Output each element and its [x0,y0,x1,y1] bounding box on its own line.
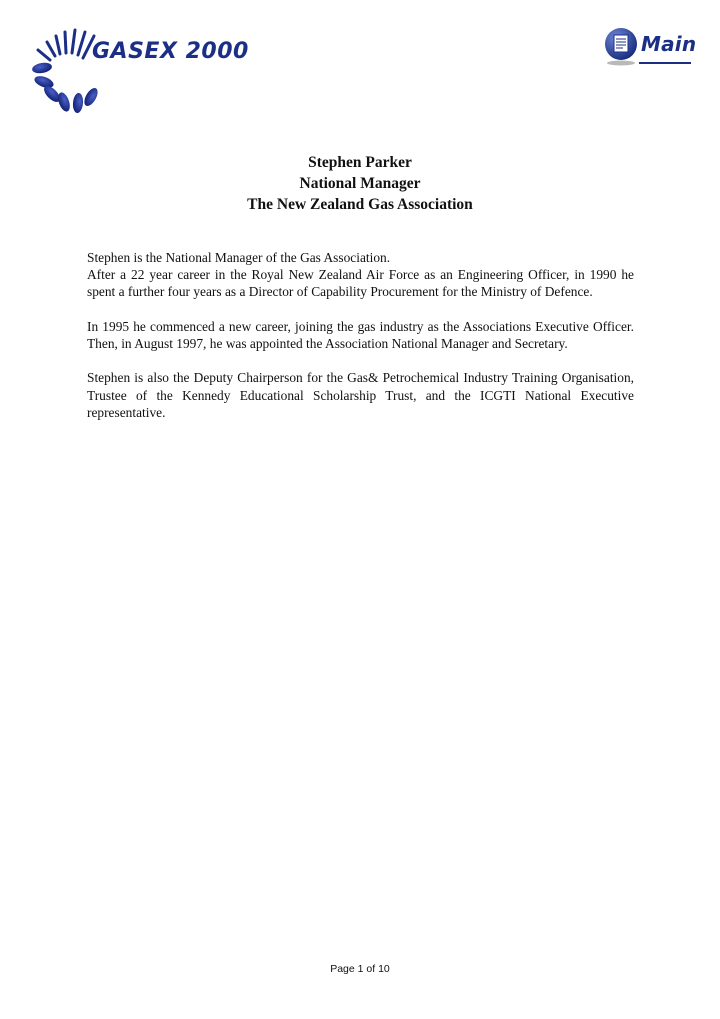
person-position: National Manager [299,175,421,192]
biography-content [87,249,634,438]
person-name: Stephen Parker [308,154,412,171]
paragraph-3 [87,369,634,421]
page-number: Page 1 of 10 [330,963,390,975]
main-button[interactable] [603,26,695,68]
gasex-sunburst-logo-graphic [28,20,258,120]
title-block [0,152,720,215]
document-icon [603,26,639,66]
main-underline [639,62,691,64]
paragraph-1 [87,249,634,301]
main-button-label: Main [641,32,697,56]
logo-text: GASEX 2000 [92,39,249,64]
paragraph-3-line-1: Stephen is also the Deputy Chairperson for the Gas& Petrochemical Industry Training Organisation, Trustee of the Kennedy Educational Scholarship Trust, and the ICGTI National Executive representative. [87,370,634,420]
paragraph-2-line-1: In 1995 he commenced a new career, joining the gas industry as the Associations Executive Officer. Then, in August 1997, he was appointed the Association National Manager and Secretary. [87,318,634,351]
paragraph-1-line-1: Stephen is the National Manager of the Gas Association. [87,250,391,265]
gasex-2000-logo [28,20,258,120]
organisation-name: The New Zealand Gas Association [247,196,473,213]
paragraph-1-line-2: After a 22 year career in the Royal New Zealand Air Force as an Engineering Officer, in 1990 he spent a further four years as a Director of Capability Procurement for the Ministry of Defence. [87,267,634,300]
paragraph-2 [87,318,634,352]
